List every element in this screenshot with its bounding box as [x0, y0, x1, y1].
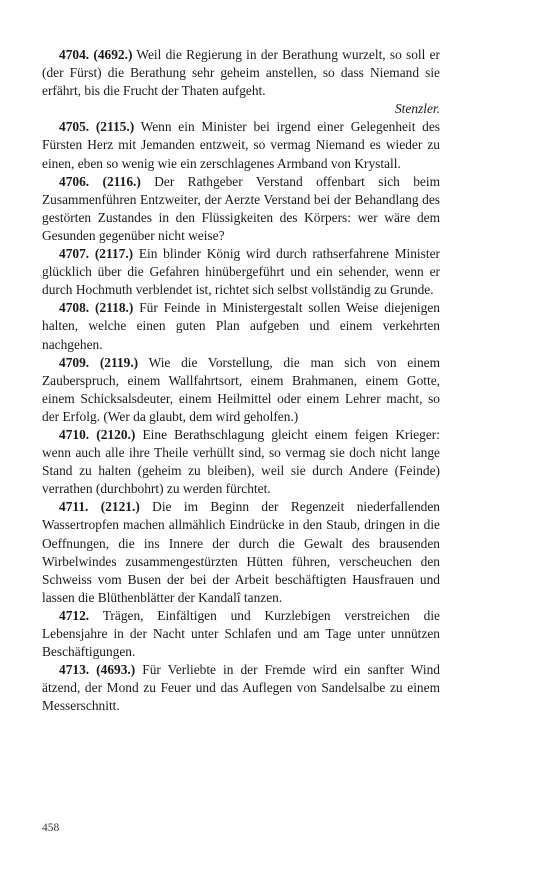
entry-number: 4713. (4693.)	[59, 662, 136, 678]
entry-number: 4705. (2115.)	[59, 119, 135, 135]
page-body	[42, 46, 440, 715]
entry-text: Für Feinde in Ministergestalt sollen Weise diejenigen halten, welche einen guten Plan aufgeben und einem verkehrten nachgehen.	[42, 300, 440, 352]
entry-number: 4707. (2117.)	[59, 246, 134, 262]
entry-text: Trägen, Einfältigen und Kurzlebigen verstreichen die Lebensjahre in der Nacht unter Schlafen und am Tage unter unnützen Beschäftigungen.	[42, 607, 440, 660]
entry-4709	[42, 354, 440, 426]
entry-text: Eine Berathschlagung gleicht einem feigen Krieger: wenn auch alle ihre Theile verhüllt sind, so vermag sie doch nicht lange Stand zu halten (geheim zu bleiben), weil sie durch Andere (Feinde) verrathen (durchbohrt) zu werden fürchtet.	[42, 426, 440, 497]
entry-text: Wie die Vorstellung, die man sich von einem Zauberspruch, einem Wallfahrtsort, einem Brahmanen, einem Gotte, einem Schicksalsdeuter, einem Heilmittel oder einem Lehrer macht, so der Erfolg. (Wer da glaubt, dem wird geholfen.)	[42, 354, 441, 424]
entry-number: 4710. (2120.)	[59, 426, 136, 442]
entry-text: Weil die Regierung in der Berathung wurzelt, so soll er (der Fürst) die Berathung sehr geheim anstellen, so dass Niemand sie erfährt, bis die Frucht der Thaten aufgeht.	[42, 47, 440, 99]
entry-4705	[42, 118, 440, 172]
entry-4707	[42, 245, 440, 299]
entry-4713	[42, 661, 440, 715]
entry-text: Ein blinder König wird durch rathserfahrene Minister glücklich über die Gefahren hinübergeführt und ein sehender, wenn er durch Hochmuth verblendet ist, richtet sich selbst vollständig zu Grunde.	[42, 246, 440, 298]
entry-4712	[42, 607, 440, 661]
entry-4711	[42, 498, 440, 607]
page-number: 458	[42, 822, 60, 834]
attribution: Stenzler.	[394, 101, 440, 117]
entry-4710	[42, 426, 440, 498]
entry-text: Für Verliebte in der Fremde wird ein sanfter Wind ätzend, der Mond zu Feuer und das Auflegen von Sandelsalbe zu einem Messerschnitt.	[42, 662, 440, 714]
entry-4708	[42, 299, 440, 353]
entry-number: 4711. (2121.)	[59, 499, 140, 515]
entry-text: Wenn ein Minister bei irgend einer Gelegenheit des Fürsten Herz mit Jemanden entzweit, so vermag Niemand es wieder zu einen, eben so wenig wie ein zerschlagenes Armband von Krystall.	[42, 119, 440, 171]
entry-number: 4704. (4692.)	[59, 47, 133, 62]
entry-text: Die im Beginn der Regenzeit niederfallenden Wassertropfen machen allmählich Eindrücke in den Staub, dringen in die Oeffnungen, die ins Innere der durch die Gewalt des brausenden Wirbelwindes zusammengestürzten Hütten führen, verscheuchen den Schweiss vom Busen der bei der Arbeit beschäftigten Hausfrauen und lassen die Blüthenblätter der Kandalî tanzen.	[42, 499, 440, 605]
entry-4704	[42, 46, 440, 100]
entry-number: 4706. (2116.)	[59, 173, 141, 189]
entry-4706	[42, 173, 440, 245]
entry-number: 4712.	[59, 607, 90, 623]
entry-text: Der Rathgeber Verstand offenbart sich beim Zusammenführen Entzweiter, der Aerzte Verstand bei der Behandlang des gestörten Zustandes in den Flüssigkeiten des Körpers: wer wäre dem Gesunden gegenüber nicht weise?	[42, 173, 440, 243]
entry-number: 4709. (2119.)	[59, 354, 139, 370]
entry-number: 4708. (2118.)	[59, 300, 134, 316]
